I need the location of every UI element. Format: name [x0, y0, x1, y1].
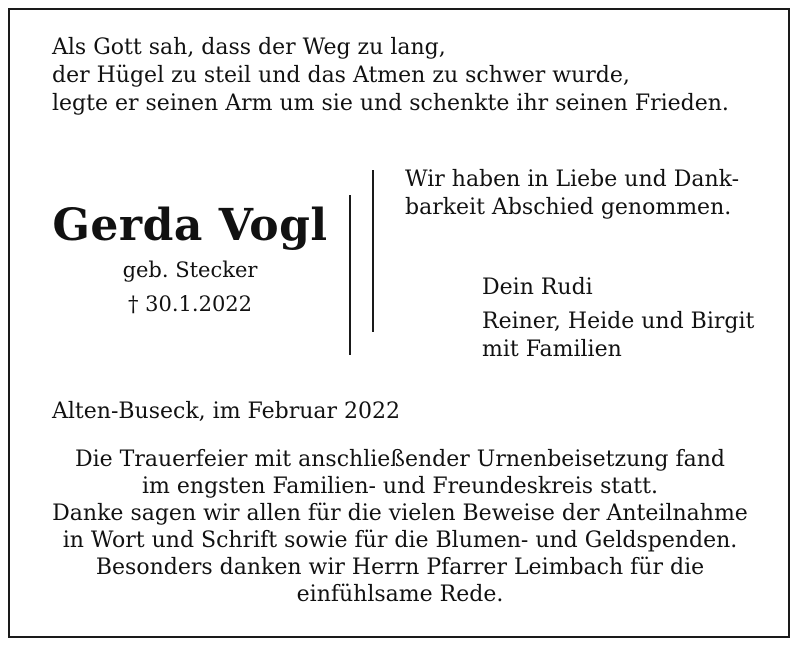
signer-line: Dein Rudi	[482, 275, 593, 300]
poem-line: legte er seinen Arm um sie und schenkte ihr seinen Frieden.	[52, 91, 729, 116]
signer-line: Reiner, Heide und Birgit	[482, 309, 755, 334]
place-date: Alten-Buseck, im Februar 2022	[52, 399, 401, 424]
notice-line: Die Trauerfeier mit anschließender Urnenbeisetzung fand	[74, 447, 726, 472]
deceased-block	[40, 198, 340, 318]
deceased-name: Gerda Vogl	[52, 200, 328, 251]
poem-line: der Hügel zu steil und das Atmen zu schwer wurde,	[52, 63, 630, 88]
farewell-line: barkeit Abschied genommen.	[405, 195, 732, 220]
notice-line: in Wort und Schrift sowie für die Blumen- und Geldspenden.	[62, 528, 738, 553]
notice-line: einfühlsame Rede.	[296, 582, 504, 607]
signers	[482, 274, 754, 364]
poem-line: Als Gott sah, dass der Weg zu lang,	[52, 35, 446, 60]
poem	[52, 34, 729, 118]
notice-line: im engsten Familien- und Freundeskreis statt.	[141, 474, 658, 499]
signer-line: mit Familien	[482, 337, 622, 362]
divider-line	[349, 195, 351, 355]
farewell-text	[405, 166, 739, 222]
maiden-name: geb. Stecker	[122, 258, 258, 282]
divider-line	[372, 170, 374, 332]
notice-line: Besonders danken wir Herrn Pfarrer Leimbach für die	[95, 555, 705, 580]
funeral-notice	[20, 446, 780, 608]
notice-line: Danke sagen wir allen für die vielen Beweise der Anteilnahme	[52, 501, 748, 526]
farewell-line: Wir haben in Liebe und Dank-	[405, 167, 739, 192]
death-date: † 30.1.2022	[127, 292, 253, 316]
